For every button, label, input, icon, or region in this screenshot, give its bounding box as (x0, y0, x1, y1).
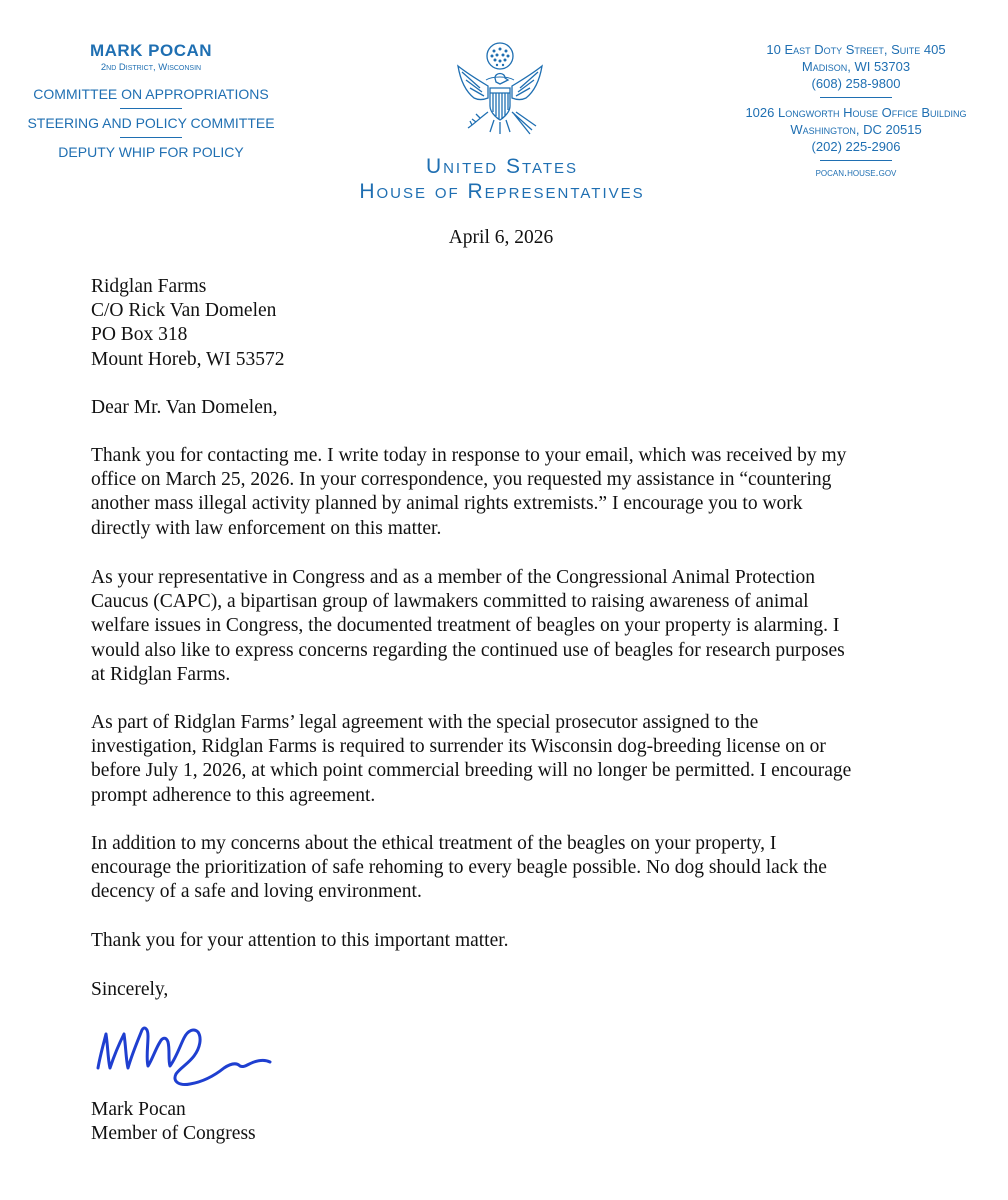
paragraph-line: prompt adherence to this agreement. (91, 784, 376, 806)
signer-title: Member of Congress (91, 1123, 256, 1145)
signer-name: Mark Pocan (91, 1099, 186, 1120)
member-name: MARK POCAN (89, 41, 213, 60)
body-paragraph-3 (91, 711, 921, 808)
dc-address-line-2: Washington, DC 20515 (790, 122, 922, 137)
great-seal-eagle-icon (450, 40, 550, 148)
paragraph-line: Thank you for your attention to this important matter. (91, 930, 509, 951)
body-paragraph-4 (91, 832, 921, 905)
letterhead-right (720, 41, 992, 179)
recipient-line: Ridglan Farms (91, 276, 207, 297)
body-paragraph-1 (91, 444, 921, 541)
divider (120, 108, 182, 109)
paragraph-line: As your representative in Congress and as a member of the Congressional Animal Protection (91, 567, 816, 588)
madison-address-line-2: Madison, WI 53703 (801, 59, 911, 74)
paragraph-line: directly with law enforcement on this matter. (91, 517, 442, 539)
paragraph-line: As part of Ridglan Farms’ legal agreement with the special prosecutor assigned to the (91, 712, 759, 733)
madison-address-line-1: 10 East Doty Street, Suite 405 (766, 42, 946, 57)
closing: Sincerely, (91, 979, 169, 1000)
committee-deputy-whip: DEPUTY WHIP FOR POLICY (58, 144, 244, 160)
website-link[interactable]: pocan.house.gov (815, 167, 897, 179)
body-paragraph-5 (91, 929, 921, 953)
member-district: 2nd District, Wisconsin (100, 62, 202, 73)
paragraph-line: another mass illegal activity planned by animal rights extremists.” I encourage you to work (91, 493, 803, 515)
paragraph-line: Thank you for contacting me. I write today in response to your email, which was received by my (91, 445, 847, 466)
house-title-line-1: United States (425, 155, 579, 178)
paragraph-line: would also like to express concerns regarding the continued use of beagles for research purposes (91, 639, 845, 661)
dc-phone: (202) 225-2906 (811, 139, 901, 154)
paragraph-line: investigation, Ridglan Farms is required to surrender its Wisconsin dog-breeding license on or (91, 736, 826, 758)
divider (820, 160, 892, 161)
paragraph-line: Caucus (CAPC), a bipartisan group of lawmakers committed to raising awareness of animal (91, 591, 809, 613)
paragraph-line: decency of a safe and loving environment. (91, 881, 422, 903)
dc-address-line-1: 1026 Longworth House Office Building (745, 105, 967, 120)
recipient-address (91, 275, 285, 372)
house-title-line-2: House of Representatives (359, 180, 645, 203)
paragraph-line: at Ridglan Farms. (91, 663, 231, 685)
recipient-line: PO Box 318 (91, 324, 188, 346)
recipient-line: C/O Rick Van Domelen (91, 300, 277, 322)
paragraph-line: before July 1, 2026, at which point commercial breeding will no longer be permitted. I encourage (91, 760, 852, 782)
committee-appropriations: COMMITTEE ON APPROPRIATIONS (33, 86, 269, 102)
recipient-line: Mount Horeb, WI 53572 (91, 348, 285, 370)
body-paragraph-2 (91, 566, 921, 687)
paragraph-line: office on March 25, 2026. In your correspondence, you requested my assistance in “countering (91, 469, 832, 491)
signer-block (91, 1098, 256, 1146)
house-title (300, 154, 704, 204)
paragraph-line: welfare issues in Congress, the documented treatment of beagles on your property is alarming. I (91, 615, 840, 637)
committee-steering-policy: STEERING AND POLICY COMMITTEE (27, 115, 275, 131)
paragraph-line: encourage the prioritization of safe rehoming to every beagle possible. No dog should lack the (91, 857, 827, 879)
letterhead-left (10, 40, 292, 161)
divider (120, 137, 182, 138)
divider (820, 97, 892, 98)
handwritten-signature (90, 1012, 275, 1094)
paragraph-line: In addition to my concerns about the ethical treatment of the beagles on your property, I (91, 833, 777, 854)
letter-date: April 6, 2026 (448, 227, 554, 248)
madison-phone: (608) 258-9800 (811, 76, 901, 91)
salutation: Dear Mr. Van Domelen, (91, 397, 278, 418)
